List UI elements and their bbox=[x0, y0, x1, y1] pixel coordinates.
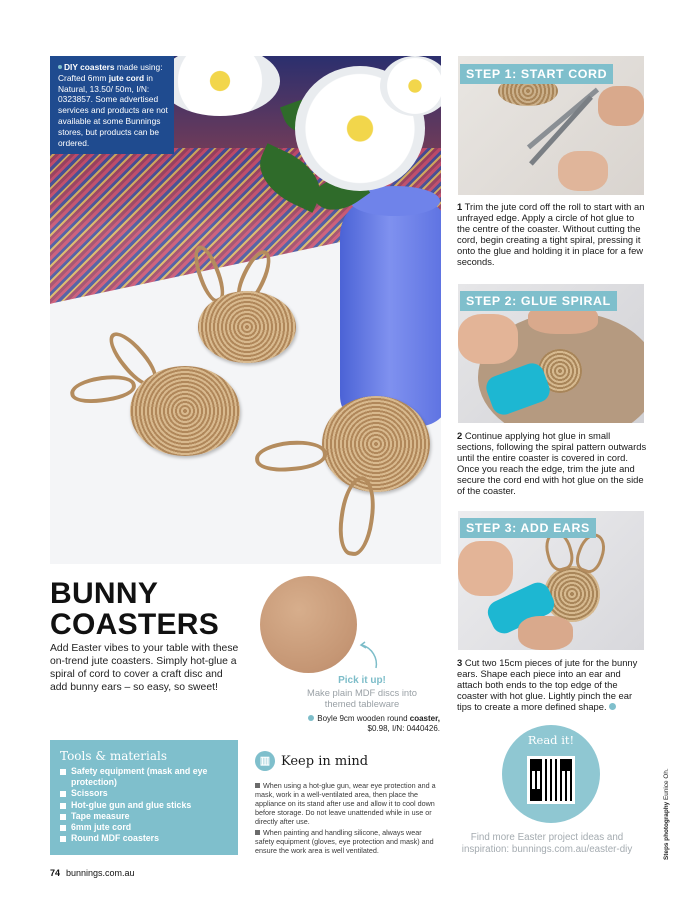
step-2-label: STEP 2: GLUE SPIRAL bbox=[460, 291, 617, 311]
product-price: $0.98, I/N: 0440426. bbox=[367, 724, 440, 733]
keep-in-mind-item bbox=[255, 781, 440, 826]
list-item: Safety equipment (mask and eye protection) bbox=[60, 766, 228, 788]
step-description: Cut two 15cm pieces of jute for the bunny ears. Shape each piece into an ear and attach both ends to the top edge of the coaster with hot glue. Lightly pinch the ear tips to create a more defined shape. bbox=[457, 657, 638, 713]
list-item: 6mm jute cord bbox=[60, 822, 228, 833]
ruler-icon: ▥ bbox=[255, 751, 275, 771]
jute-coaster bbox=[322, 396, 430, 492]
white-flower bbox=[380, 56, 441, 116]
step-3-text bbox=[457, 657, 647, 712]
intro-text: Add Easter vibes to your table with these on-trend jute coasters. Simply hot-glue a spiral of cord to cover a craft disc and add bunny ears – so easy, so sweet! bbox=[50, 643, 239, 693]
bullet-square bbox=[255, 783, 260, 788]
hero-caption bbox=[50, 56, 174, 154]
page-footer bbox=[50, 868, 135, 878]
end-mark-icon bbox=[609, 703, 616, 710]
hand bbox=[458, 541, 513, 596]
curved-arrow-icon bbox=[356, 640, 380, 670]
credit-label: Steps photography bbox=[663, 801, 670, 860]
step-1-label: STEP 1: START CORD bbox=[460, 64, 613, 84]
keep-in-mind-item bbox=[255, 828, 440, 855]
step-1-text bbox=[457, 201, 647, 268]
title-line: BUNNY bbox=[50, 577, 159, 610]
caption-body: in Natural, 13.50/ 50m, I/N: 0323857. Some advertised services and products are not available at some Bunnings stores, but products can be ordered. bbox=[58, 72, 168, 148]
hand bbox=[558, 151, 608, 191]
blue-vase bbox=[340, 196, 441, 426]
jute-coaster bbox=[544, 566, 600, 622]
white-flower bbox=[160, 56, 280, 116]
list-item: Round MDF coasters bbox=[60, 833, 228, 844]
step-number: 3 bbox=[457, 657, 463, 668]
step-description: Trim the jute cord off the roll to start with an unfrayed edge. Apply a circle of hot glue to the centre of the coaster. Without cutting the cord, begin creating a tight spiral, pressing it onto the glue and holding it in place for a few seconds. bbox=[457, 201, 645, 268]
tools-materials-box bbox=[50, 740, 238, 855]
mdf-disc-photo bbox=[260, 576, 357, 673]
read-it-title: Read it! bbox=[527, 733, 575, 747]
pick-it-up-body: Make plain MDF discs into themed tableware bbox=[307, 687, 417, 709]
qr-pattern bbox=[530, 759, 572, 801]
site-url[interactable]: bunnings.com.au bbox=[66, 868, 135, 878]
find-more-link[interactable]: Find more Easter project ideas and inspiration: bunnings.com.au/easter-diy bbox=[461, 832, 633, 855]
caption-bold: jute cord bbox=[108, 72, 145, 83]
step-number: 2 bbox=[457, 430, 463, 441]
jute-coaster bbox=[198, 291, 296, 363]
product-type: coaster, bbox=[409, 714, 440, 723]
keep-in-mind-text: When using a hot-glue gun, wear eye protection and a mask, work in a well-ventilated area, then place the appliance on its stand after use and allow it to cool down before storage. Do not leave unattended while in use or directly after use. bbox=[255, 781, 436, 826]
credit-name: Eunice Oh. bbox=[663, 768, 670, 802]
tools-list bbox=[60, 766, 228, 844]
product-name: Boyle 9cm wooden round bbox=[317, 714, 410, 723]
step-description: Continue applying hot glue in small sections, following the spiral pattern outwards until the entire coaster is covered in cord. Once you reach the edge, trim the jute and secure the cord end with hot glue on the side of the coaster. bbox=[457, 430, 647, 497]
tools-title: Tools & materials bbox=[60, 749, 168, 763]
caption-lead: DIY coasters bbox=[64, 62, 115, 72]
pick-it-up-title: Pick it up! bbox=[338, 675, 386, 686]
caption-body: made using: Crafted 6mm bbox=[58, 62, 163, 83]
page-title bbox=[50, 578, 219, 640]
list-item: Scissors bbox=[60, 788, 228, 799]
keep-in-mind-text: When painting and handling silicone, always wear safety equipment (gloves, eye protection and mask) and ensure the work area is well ventilated. bbox=[255, 828, 434, 855]
step-number: 1 bbox=[457, 201, 463, 212]
step-2-text bbox=[457, 430, 647, 497]
bullet-dot bbox=[308, 715, 314, 721]
hand bbox=[598, 86, 644, 126]
jute-coaster bbox=[130, 366, 240, 456]
page-number: 74 bbox=[50, 868, 61, 878]
bullet-dot bbox=[58, 65, 62, 69]
bullet-square bbox=[255, 830, 260, 835]
list-item: Tape measure bbox=[60, 811, 228, 822]
step-3-label: STEP 3: ADD EARS bbox=[460, 518, 596, 538]
product-note bbox=[300, 714, 440, 734]
photo-credit bbox=[663, 768, 670, 860]
hand bbox=[458, 314, 518, 364]
list-item: Hot-glue gun and glue sticks bbox=[60, 800, 228, 811]
hand bbox=[518, 616, 573, 650]
title-line: COASTERS bbox=[50, 608, 220, 641]
qr-code[interactable] bbox=[527, 756, 575, 804]
keep-in-mind-title: Keep in mind bbox=[281, 754, 369, 769]
